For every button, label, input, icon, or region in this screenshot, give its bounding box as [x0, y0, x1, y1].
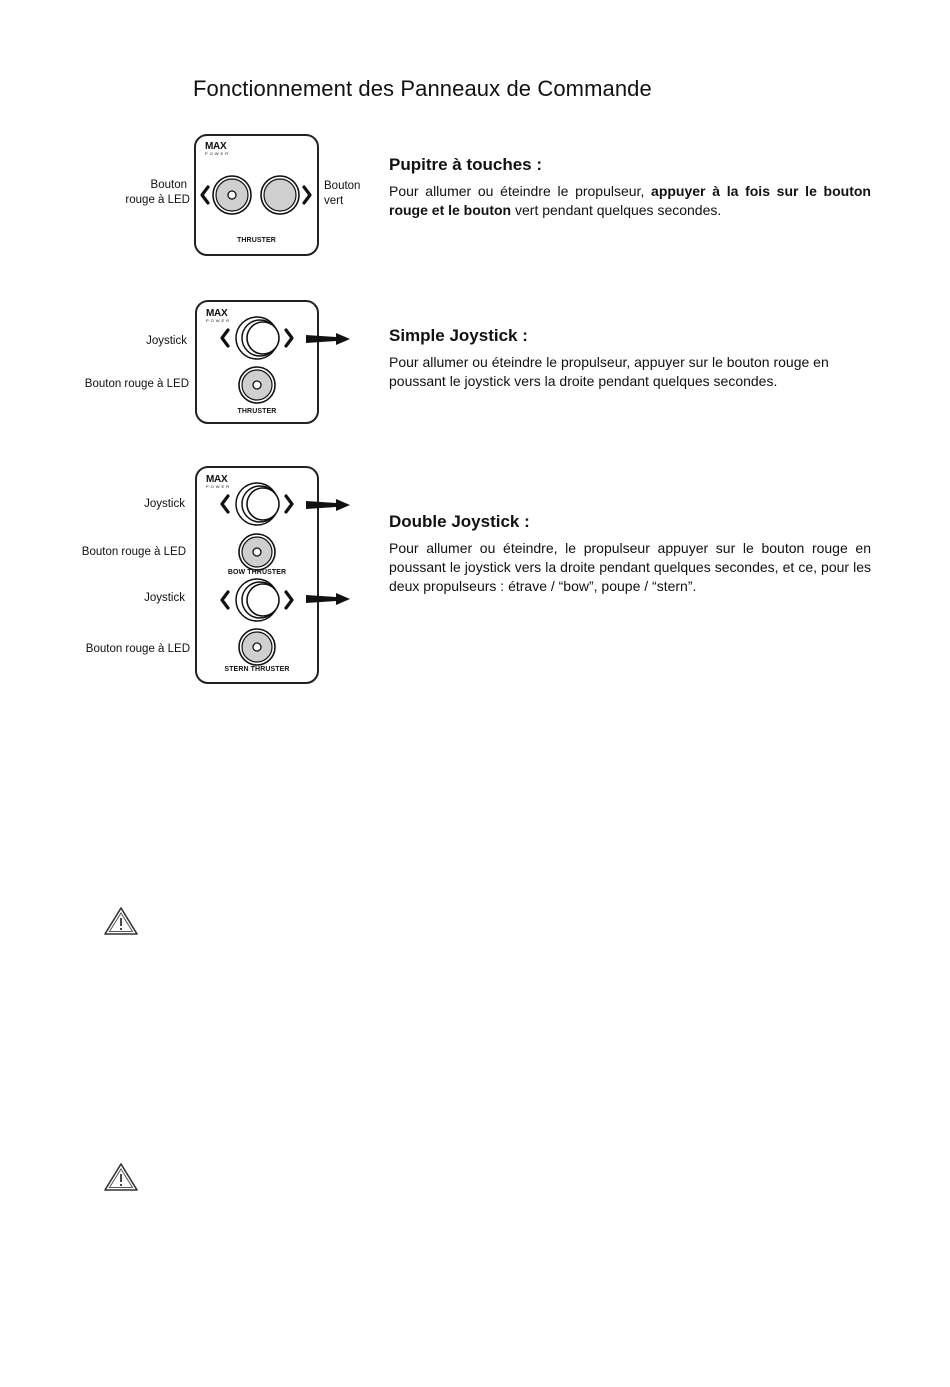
panel3-description: Pour allumer ou éteindre, le propulseur appuyer sur le bouton rouge en poussant le joystick vers la droite pendant quelques secondes, et ce, pour les deux propulseurs : étrave / “bow”, poupe / “stern”.: [389, 540, 871, 594]
logo-subtext: POWER: [206, 318, 232, 323]
bow-red-led-button: [239, 534, 275, 570]
panel2-heading: Simple Joystick :: [389, 326, 528, 345]
control-panel-simple-joystick: [195, 300, 319, 424]
panel3-stern-right-arrow-icon: [306, 591, 356, 607]
panel3-label-led1: Bouton rouge à LED: [81, 546, 186, 558]
stern-red-led-button: [239, 629, 275, 665]
chevron-left-icon: [222, 592, 228, 608]
panel1-heading: Pupitre à touches :: [389, 155, 543, 174]
red-led-button: [239, 367, 275, 403]
panel1-label-led-line2: rouge à LED: [125, 194, 190, 206]
panel1-label-green-line2: vert: [324, 195, 344, 207]
logo-text: MAX: [205, 141, 227, 152]
logo-subtext: POWER: [205, 151, 231, 156]
panel3-label-led2: Bouton rouge à LED: [85, 643, 190, 655]
panel1-desc-bold: appuyer à la fois sur le bouton rouge et le bouton: [389, 183, 871, 218]
chevron-left-icon: [222, 496, 228, 512]
panel2-graphics: [195, 300, 319, 424]
logo-text: MAX: [206, 474, 228, 485]
chevron-right-icon: [304, 187, 310, 203]
joystick-knob: [236, 317, 279, 359]
chevron-left-icon: [202, 187, 208, 203]
panel2-label-led: Bouton rouge à LED: [84, 378, 189, 390]
panel2-description: Pour allumer ou éteindre le propulseur, appuyer sur le bouton rouge en poussant le joystick vers la droite pendant quelques secondes.: [389, 354, 829, 389]
chevron-left-icon: [222, 330, 228, 346]
panel3-heading: Double Joystick :: [389, 512, 530, 531]
panel3-label-joystick1: Joystick: [144, 498, 185, 510]
panel2-label-joystick: Joystick: [146, 335, 187, 347]
panel1-desc-part2: vert pendant quelques secondes.: [511, 202, 722, 218]
stern-joystick-knob: [236, 579, 279, 621]
control-panel-double-joystick: [195, 466, 319, 684]
panel3-bow-thruster-text: BOW THRUSTER: [227, 569, 287, 576]
panel3-bow-right-arrow-icon: [306, 497, 356, 513]
panel2-thruster-text: THRUSTER: [237, 408, 277, 415]
panel1-desc-part1: Pour allumer ou éteindre le propulseur,: [389, 183, 652, 199]
red-led-button: [213, 176, 251, 214]
panel3-stern-thruster-text: STERN THRUSTER: [224, 666, 290, 673]
bow-joystick-knob: [236, 483, 279, 525]
warning-triangle-icon: [103, 906, 139, 936]
green-button: [261, 176, 299, 214]
panel1-label-green-line1: Bouton: [324, 180, 361, 192]
panel1-label-led: [100, 178, 190, 208]
chevron-right-icon: [286, 592, 292, 608]
panel3-label-joystick2: Joystick: [144, 592, 185, 604]
page-title: Fonctionnement des Panneaux de Commande: [193, 76, 652, 101]
panel1-description: [389, 182, 871, 220]
panel1-label-green: [324, 179, 360, 209]
logo-text: MAX: [206, 308, 228, 319]
panel1-label-led-line1: Bouton: [150, 179, 187, 191]
logo-subtext: POWER: [206, 484, 232, 489]
chevron-right-icon: [286, 496, 292, 512]
chevron-right-icon: [286, 330, 292, 346]
panel1-thruster-text: THRUSTER: [237, 237, 276, 244]
control-panel-keypad: [194, 134, 319, 256]
panel2-right-arrow-icon: [306, 331, 356, 347]
warning-triangle-icon: [103, 1162, 139, 1192]
